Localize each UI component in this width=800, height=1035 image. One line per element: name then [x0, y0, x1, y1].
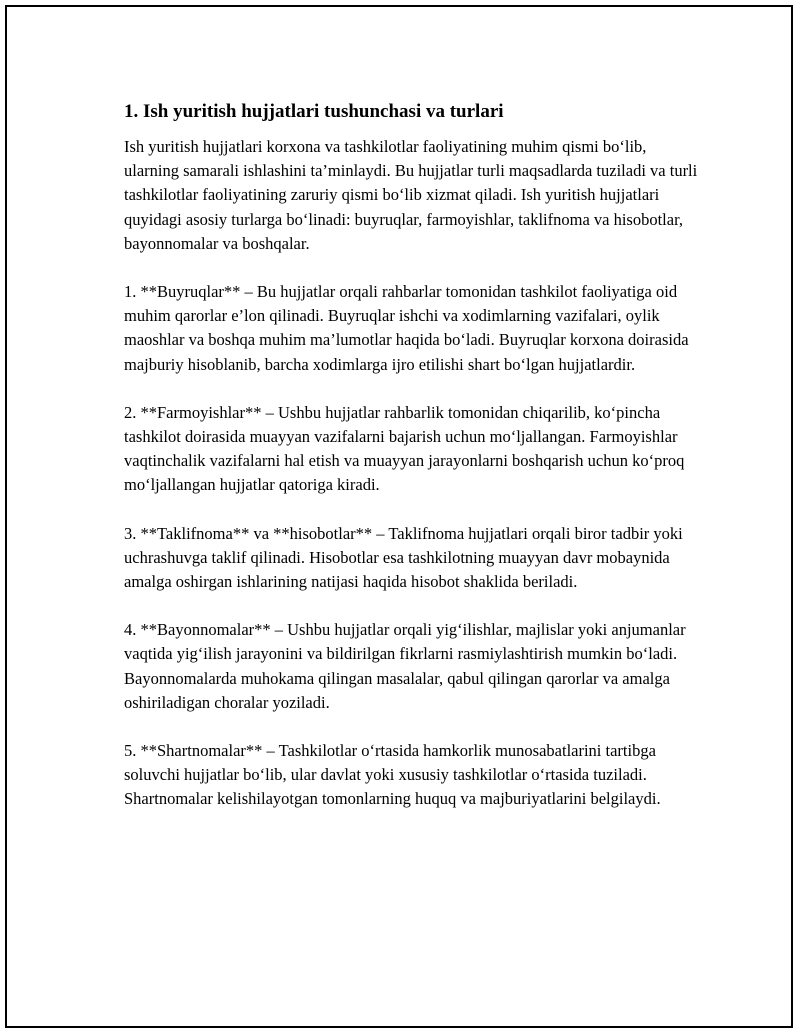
page-frame — [5, 5, 793, 1028]
document-body — [124, 99, 704, 836]
intro-paragraph: Ish yuritish hujjatlari korxona va tashkilotlar faoliyatining muhim qismi bo‘lib, ularning samarali ishlashini ta’minlaydi. Bu hujjatlar turli maqsadlarda tuziladi va turli tashkilotlar faoliyatining zaruriy qismi bo‘lib xizmat qiladi. Ish yuritish hujjatlari quyidagi asosiy turlarga bo‘linadi: buyruqlar, farmoyishlar, taklifnoma va hisobotlar, bayonnomalar va boshqalar. — [124, 137, 698, 253]
document-title: 1. Ish yuritish hujjatlari tushunchasi va turlari — [124, 101, 504, 122]
buyruqlar-paragraph: 1. **Buyruqlar** – Bu hujjatlar orqali rahbarlar tomonidan tashkilot faoliyatiga oid muhim qarorlar e’lon qilinadi. Buyruqlar ishchi va xodimlarning vazifalari, oylik maoshlar va boshqa muhim ma’lumotlar haqida bo‘ladi. Buyruqlar korxona doirasida majburiy hisoblanib, barcha xodimlarga ijro etilishi shart bo‘lgan hujjatlardir. — [124, 282, 689, 374]
taklifnoma-paragraph: 3. **Taklifnoma** va **hisobotlar** – Taklifnoma hujjatlari orqali biror tadbir yoki uchrashuvga taklif qilinadi. Hisobotlar esa tashkilotning muayyan davr mobaynida amalga oshirgan ishlarining natijasi haqida hisobot shaklida beriladi. — [124, 523, 683, 592]
farmoyishlar-paragraph: 2. **Farmoyishlar** – Ushbu hujjatlar rahbarlik tomonidan chiqarilib, ko‘pincha tashkilot doirasida muayyan vazifalarni bajarish uchun mo‘ljallangan. Farmoyishlar vaqtinchalik vazifalarni hal etish va muayyan jarayonlarni boshqarish uchun ko‘proq mo‘ljallangan hujjatlar qatoriga kiradi. — [124, 402, 685, 495]
shartnomalar-paragraph: 5. **Shartnomalar** – Tashkilotlar o‘rtasida hamkorlik munosabatlarini tartibga soluvchi hujjatlar bo‘lib, ular davlat yoki xususiy tashkilotlar o‘rtasida tuziladi. Shartnomalar kelishilayotgan tomonlarning huquq va majburiyatlarini belgilaydi. — [124, 741, 661, 809]
bayonnomalar-paragraph: 4. **Bayonnomalar** – Ushbu hujjatlar orqali yig‘ilishlar, majlislar yoki anjumanlar vaqtida yig‘ilish jarayonini va bildirilgan fikrlarni rasmiylashtirish mumkin bo‘ladi. Bayonnomalarda muhokama qilingan masalalar, qabul qilingan qarorlar va amalga oshiriladigan choralar yoziladi. — [124, 620, 686, 712]
